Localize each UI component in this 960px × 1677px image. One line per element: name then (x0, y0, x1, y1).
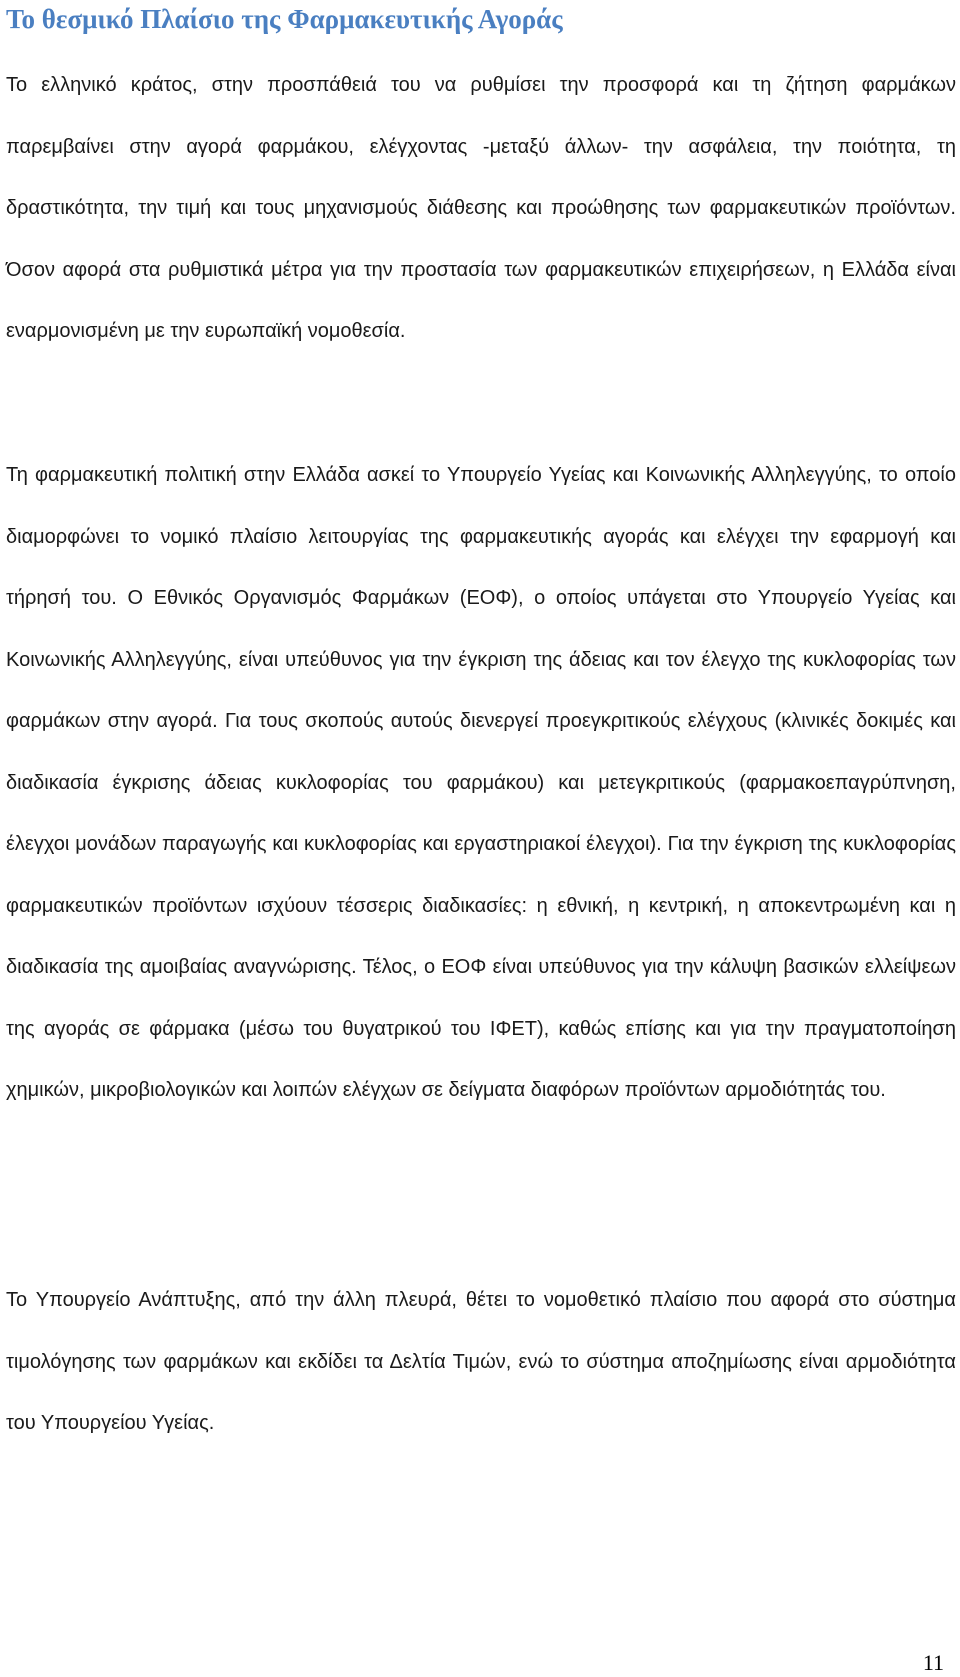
paragraph-ministry-of-health: Τη φαρμακευτική πολιτική στην Ελλάδα ασκεί το Υπουργείο Υγείας και Κοινωνικής Αλληλεγγύης, το οποίο διαμορφώνει το νομικό πλαίσιο λειτουργίας της φαρμακευτικής αγοράς και ελέγχει την εφαρμογή και τήρησή του. Ο Εθνικός Οργανισμός Φαρμάκων (ΕΟΦ), ο οποίος υπάγεται στο Υπουργείο Υγείας και Κοινωνικής Αλληλεγγύης, είναι υπεύθυνος για την έγκριση της άδειας και τον έλεγχο της κυκλοφορίας των φαρμάκων στην αγορά. Για τους σκοπούς αυτούς διενεργεί προεγκριτικούς ελέγχους (κλινικές δοκιμές και διαδικασία έγκρισης άδειας κυκλοφορίας του φαρμάκου) και μετεγκριτικούς (φαρμακοεπαγρύπνηση, έλεγχοι μονάδων παραγωγής και κυκλοφορίας και εργαστηριακοί έλεγχοι). Για την έγκριση της κυκλοφορίας φαρμακευτικών προϊόντων ισχύουν τέσσερις διαδικασίες: η εθνική, η κεντρική, η αποκεντρωμένη και η διαδικασία της αμοιβαίας αναγνώρισης. Τέλος, ο ΕΟΦ είναι υπεύθυνος για την κάλυψη βασικών ελλείψεων της αγοράς σε φάρμακα (μέσω του θυγατρικού του ΙΦΕΤ), καθώς επίσης και για την πραγματοποίηση χημικών, μικροβιολογικών και λοιπών ελέγχων σε δείγματα διαφόρων προϊόντων αρμοδιότητάς του. (6, 464, 956, 1101)
page-number: 11 (922, 1650, 944, 1675)
paragraph-ministry-of-development: Το Υπουργείο Ανάπτυξης, από την άλλη πλευρά, θέτει το νομοθετικό πλαίσιο που αφορά στο σύστημα τιμολόγησης των φαρμάκων και εκδίδει τα Δελτία Τιμών, ενώ το σύστημα αποζημίωσης είναι αρμοδιότητα του Υπουργείου Υγείας. (6, 1289, 956, 1434)
section-heading: Το θεσμικό Πλαίσιο της Φαρμακευτικής Αγοράς (6, 4, 563, 34)
paragraph-state-intervention: Το ελληνικό κράτος, στην προσπάθειά του να ρυθμίσει την προσφορά και τη ζήτηση φαρμάκων παρεμβαίνει στην αγορά φαρμάκου, ελέγχοντας -μεταξύ άλλων- την ασφάλεια, την ποιότητα, τη δραστικότητα, την τιμή και τους μηχανισμούς διάθεσης και προώθησης των φαρμακευτικών προϊόντων. Όσον αφορά στα ρυθμιστικά μέτρα για την προστασία των φαρμακευτικών επιχειρήσεων, η Ελλάδα είναι εναρμονισμένη με την ευρωπαϊκή νομοθεσία. (6, 74, 956, 342)
